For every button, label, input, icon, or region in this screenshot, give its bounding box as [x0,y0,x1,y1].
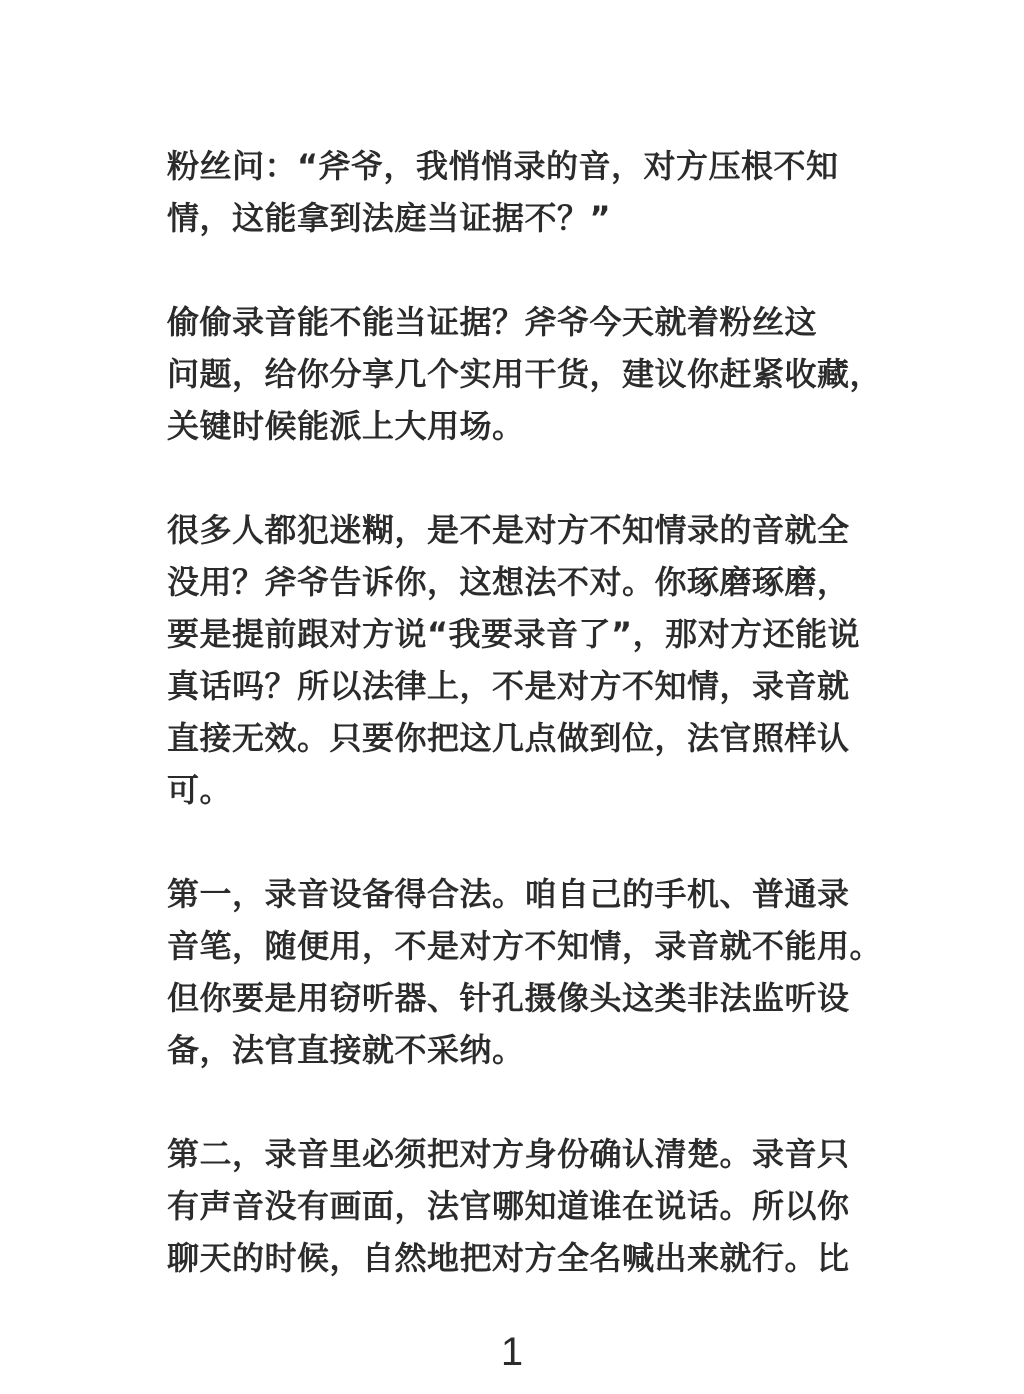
page-number: 1 [500,1330,524,1374]
text-line: 要是提前跟对方说“我要录音了”，那对方还能说 [167,615,861,653]
paragraph-intro [167,296,883,452]
text-line: 直接无效。只要你把这几点做到位，法官照样认 [167,719,850,757]
text-line: 第一，录音设备得合法。咱自己的手机、普通录 [167,875,850,913]
text-line: 情，这能拿到法庭当证据不？” [167,199,612,237]
text-line: 第二，录音里必须把对方身份确认清楚。录音只 [167,1135,850,1173]
text-line: 有声音没有画面，法官哪知道谁在说话。所以你 [167,1187,850,1225]
text-line: 备，法官直接就不采纳。 [167,1031,525,1069]
text-line: 但你要是用窃听器、针孔摄像头这类非法监听设 [167,979,850,1017]
paragraph-fan-question [167,140,861,244]
text-line: 聊天的时候，自然地把对方全名喊出来就行。比 [167,1239,850,1277]
text-line: 关键时候能派上大用场。 [167,407,525,445]
text-line: 偷偷录音能不能当证据？斧爷今天就着粉丝这 [167,303,818,341]
text-line: 音笔，随便用，不是对方不知情，录音就不能用。 [167,927,883,965]
text-line: 真话吗？所以法律上，不是对方不知情，录音就 [167,667,850,705]
paragraph-point-one [167,868,883,1076]
paragraph-misconception [167,504,861,816]
text-line: 粉丝问：“斧爷，我悄悄录的音，对方压根不知 [167,147,839,185]
text-line: 可。 [167,771,233,809]
text-line: 很多人都犯迷糊，是不是对方不知情录的音就全 [167,511,850,549]
text-line: 问题，给你分享几个实用干货，建议你赶紧收藏， [167,355,883,393]
document-page [167,140,883,1336]
text-line: 没用？斧爷告诉你，这想法不对。你琢磨琢磨， [167,563,850,601]
paragraph-point-two [167,1128,861,1284]
